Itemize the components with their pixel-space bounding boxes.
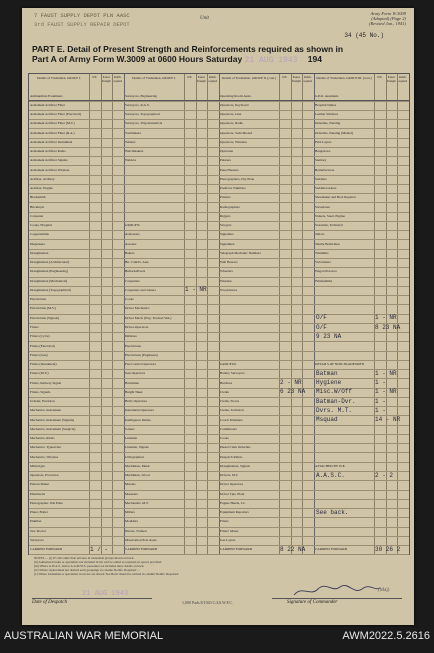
- typed-entry: 1 - NR: [375, 314, 397, 322]
- table-cell-label: Draughtsmen: [30, 250, 49, 255]
- table-cell-label: Artificer, Artillery: [30, 176, 55, 181]
- title-line-1: PART E. Detail of Present Strength and Reinforcements required as shown in: [32, 44, 344, 54]
- typed-entry: O/F: [316, 323, 327, 331]
- table-cell-label: Leather Stitchers: [315, 112, 339, 117]
- table-cell-label: Carpenter: [30, 213, 44, 218]
- table-cell-label: Orderlies, Nursing (Mental): [315, 130, 353, 135]
- rank-note: (Maj): [378, 588, 390, 593]
- table-cell-label: Despatch Riders: [220, 454, 243, 459]
- table-cell-label: Operators, Radio: [220, 121, 244, 126]
- year-label: 194: [307, 54, 322, 64]
- table-cell-label: Nurses, Trained: [125, 528, 147, 533]
- table-cell-label: Lithographers: [125, 454, 145, 459]
- table-cell-label: Mechanics, Wireless: [30, 454, 59, 459]
- note-line: (iv) Where replacement not desired such groupings in column 'Reinfs. Required' ...: [34, 568, 140, 572]
- table-cell-label: Signalmen: [220, 241, 235, 246]
- date-line: [32, 598, 152, 599]
- table-cell-label: Telegraph Mechanic Numbers: [220, 250, 261, 255]
- table-cell-label: Diesel Clerk Orderlies: [220, 445, 251, 450]
- carried-forward-value: 1 / -: [90, 545, 109, 553]
- title-line-2-text: Part A of Army Form W.3009 at 0600 Hours Saturday: [32, 54, 243, 64]
- typed-entry: 9 23 NA: [316, 332, 342, 340]
- table-cell-label: Fitters (Electrical): [30, 343, 55, 348]
- table-cell-label: Bn. Comd's. Asst.: [125, 260, 150, 265]
- table-cell-label: Mechanics, Instrument (Surgical): [30, 426, 76, 431]
- table-cell-label: Watchmakers: [125, 149, 144, 154]
- table-cell-label: Riggers: [220, 213, 231, 218]
- table-cell-label: CARRIED FORWARD: [315, 547, 348, 552]
- table-cell-label: Turners: [125, 139, 136, 144]
- typed-entry: See back.: [316, 508, 349, 516]
- table-cell-label: Driver-Operators: [125, 325, 149, 329]
- table-cell-label: Armament Artificer Radio: [30, 149, 66, 154]
- date-of-despatch-label: Date of Despatch: [32, 600, 67, 605]
- table-cell-label: Welders: [125, 158, 137, 163]
- table-cell-label: Bricklayer: [30, 204, 45, 209]
- archive-caption: AUSTRALIAN WAR MEMORIAL: [4, 630, 164, 642]
- table-cell-label: Driver Tpts. Plant: [220, 491, 245, 496]
- table-cell-label: Fitters: [30, 325, 39, 329]
- table-cell-label: Fitters: [220, 519, 229, 524]
- table-cell-label: Electricians: [30, 297, 47, 302]
- table-cell-label: Draughtsmen, Signals: [220, 463, 250, 468]
- table-cell-label: Clerks, Technical: [220, 408, 244, 413]
- typed-entry: O/F: [316, 314, 327, 322]
- sub-column-header: Posted Strength: [196, 76, 206, 83]
- table-cell-label: Surveyors, Topographical: [125, 112, 160, 117]
- signature-label: Signature of Commander: [287, 600, 338, 605]
- table-cell-label: Saw Doctor: [30, 528, 47, 533]
- table-cell-label: Surveyors, R.A.S.: [125, 102, 150, 107]
- table-cell-label: Drivers, M.T.: [220, 473, 239, 478]
- table-cell-label: Pilot Layers: [315, 139, 332, 144]
- form-sheet: [22, 8, 414, 625]
- table-cell-label: Machinists, Metal: [125, 463, 150, 468]
- table-cell-label: Carpenters and Joiners: [125, 287, 156, 292]
- table-cell-label: Armament Artificer Instrument: [30, 139, 73, 144]
- table-cell-label: Surveyors: [30, 537, 44, 542]
- table-cell-label: Storemen, Technical: [315, 223, 343, 228]
- table-cell-label: Tentile Boilermen: [315, 241, 340, 246]
- column-header: Details of Tradesmen. GROUP I.: [37, 76, 81, 80]
- table-cell-label: Operators, Switchboard: [220, 130, 253, 135]
- date-stamp: 21 AUG 1943: [244, 56, 298, 65]
- sub-column-header: Reinfs. required: [398, 76, 408, 83]
- sub-column-header: W.E.: [92, 76, 98, 79]
- table-cell-label: Photographer, Wet Plate: [30, 500, 63, 505]
- typed-entry: 2 - 2: [375, 471, 394, 479]
- table-cell-label: Clerks: [220, 389, 229, 394]
- table-cell-label: Shoemaker and Boot Repairer: [315, 195, 356, 200]
- carried-forward-value: 30 26 2: [375, 545, 401, 553]
- table-cell-label: Armament Artificer Fitter (M.T.): [30, 121, 75, 126]
- table-cell-label: Coach Trimmers: [220, 417, 243, 422]
- table-cell-label: Linemen, Signals: [125, 445, 149, 450]
- table-cell-label: Boilerbrewers: [315, 167, 335, 172]
- table-cell-label: Equipment Repairers: [220, 510, 249, 515]
- typed-entry: Batman-Dvr.: [316, 397, 356, 405]
- table-cell-label: Operators, Excavator: [30, 473, 59, 478]
- table-cell-label: Stevedores: [315, 204, 330, 209]
- title-line-2: [32, 54, 404, 66]
- table-cell-label: Masseurs: [125, 491, 138, 496]
- column-header: Details of Tradesmen. GROUP II. (cont.): [221, 76, 277, 80]
- table-cell-label: Fitters, Railway Signal: [30, 380, 62, 385]
- table-cell-label: Sawyers: [220, 223, 232, 228]
- table-cell-label: GROUP II.: [125, 223, 141, 228]
- table-cell-label: Linemen: [125, 436, 138, 441]
- table-cell-label: ATTACHED BY W.E.: [315, 463, 346, 468]
- typed-entry: 1 - NR: [185, 286, 207, 294]
- table-cell-label: Photographers, Dry Plate: [220, 176, 255, 181]
- table-cell-label: Printers: [220, 195, 231, 200]
- table-cell-label: Tailors: [315, 232, 325, 237]
- table-cell-label: Fitters' Mates: [220, 528, 239, 533]
- table-cell-label: Draughtsmen (Topographical): [30, 287, 71, 292]
- table-cell-label: Whitesmiths: [315, 278, 333, 283]
- print-reference: 1,000 Pads 8/1943 C/4A W.F.C.: [182, 600, 234, 605]
- typed-entry: Hygiene: [316, 379, 342, 387]
- unit-label: Unit: [200, 16, 209, 21]
- table-cell-label: Painters: [220, 158, 231, 163]
- table-cell-label: Operating Room Assts.: [220, 93, 252, 98]
- table-cell-label: Draughtsmen (Engineering): [30, 269, 68, 274]
- table-cell-label: Wall Bearers: [220, 260, 238, 265]
- table-cell-label: Stokers, Steel, Engine: [315, 213, 345, 218]
- table-cell-label: Plater, Boiler: [30, 510, 48, 515]
- table-cell-label: Fire Control Operators: [125, 362, 156, 367]
- column-header: Details of Tradesmen. GROUP I.: [132, 76, 176, 80]
- table-cell-label: Saddlerworkers: [315, 186, 337, 191]
- table-cell-label: Bakers: [125, 250, 135, 255]
- sub-column-header: W.E.: [282, 76, 288, 79]
- sub-column-header: W.E.: [377, 76, 383, 79]
- form-ref-line: (Revised Jan., 1941): [369, 21, 406, 26]
- table-cell-label: Millwright: [30, 463, 45, 468]
- table-cell-label: Armament Artificer Fitter (R.A.): [30, 130, 75, 135]
- table-cell-label: Millers: [125, 510, 135, 515]
- table-cell-label: Electricians (Engineers): [125, 352, 158, 357]
- table-cell-label: Gun Operators: [125, 371, 146, 376]
- table-cell-label: Cooks: [220, 436, 229, 441]
- table-cell-label: Cooks: [125, 297, 134, 302]
- table-cell-label: Observation Post Assts.: [125, 537, 158, 542]
- table-cell-label: Artificer, Engine: [30, 186, 53, 191]
- table-cell-label: Carpenters: [125, 278, 140, 283]
- table-cell-label: Surveyors, Engineering: [125, 93, 158, 98]
- table-cell-label: Armament Artificer Wireless: [30, 167, 70, 172]
- table-cell-label: Hatchmen: [125, 380, 139, 385]
- table-cell-label: Saddlers: [315, 176, 327, 181]
- table-cell-label: Mechanics, Instrument (Signals): [30, 417, 75, 422]
- table-cell-label: Bungalows: [315, 149, 331, 154]
- table-cell-label: Battery Surveyors: [220, 371, 245, 376]
- table-cell-label: Joiners: [125, 426, 135, 431]
- table-cell-label: Driver Mechanics: [125, 306, 150, 311]
- table-cell-label: DETAILS OF NON-TRADESMEN: [315, 362, 365, 367]
- typed-entry: 1 -: [375, 397, 386, 405]
- table-cell-label: Plumber: [30, 519, 42, 524]
- typed-entry: 1 -: [375, 406, 386, 414]
- sub-column-header: Posted Strength: [101, 76, 111, 83]
- strength-table: [28, 73, 410, 555]
- table-cell-label: Driver Operators: [220, 482, 244, 487]
- table-cell-label: Ascenes: [125, 241, 137, 246]
- form-ref-line: (Adapted) (Page 2): [371, 16, 406, 21]
- table-cell-label: Electricians (Signals): [30, 315, 60, 320]
- table-cell-label: Wagon Erectors: [315, 269, 337, 274]
- table-cell-label: Orderlies, Nursing: [315, 121, 341, 126]
- table-cell-label: Woodcutters: [220, 287, 238, 292]
- table-cell-label: CARRIED FORWARD: [220, 547, 253, 552]
- typed-entry: Dvrs. M.T.: [316, 406, 353, 414]
- table-cell-label: Surveyors, Trigonometrical: [125, 121, 163, 126]
- typed-entry: 1 - NR: [375, 388, 397, 396]
- table-cell-label: Pharmacist: [30, 491, 46, 496]
- form-notes: [34, 556, 334, 576]
- table-cell-label: Wireless: [220, 278, 232, 283]
- table-cell-label: Armament Artificer Fitter: [30, 102, 66, 107]
- typed-entry: 14 - NR: [375, 416, 401, 424]
- sub-column-header: Reinfs. required: [303, 76, 313, 83]
- note-line: (v) Where tradesmen or specialists in excess are shown 'See Back' should be written in column 'Reinfs. Required'.: [34, 572, 180, 576]
- sub-column-header: Posted Strength: [291, 76, 301, 83]
- table-cell-label: Hospital Duties: [315, 102, 337, 107]
- table-cell-label: Tinsmiths: [315, 250, 329, 255]
- signature-line: [272, 598, 402, 599]
- table-cell-label: Draughtsmen (Mechanical): [30, 278, 68, 283]
- typed-entry: 1 - NR: [375, 369, 397, 377]
- table-cell-label: Predictor Numbers: [220, 186, 246, 191]
- table-cell-label: Draughtsmen (Architectural): [30, 260, 70, 265]
- table-cell-label: Driver Mech. (Eng. Tracked Veh.): [125, 315, 172, 320]
- table-cell-label: Armament Artificer Signals: [30, 158, 68, 163]
- table-cell-label: Commissars: [220, 426, 237, 431]
- form-number: 34 (45 No.): [344, 32, 384, 39]
- note-line: (iii) Where A.W.A.S. and/or A.A.M.W.S. personnel are included show details on back.: [34, 564, 145, 568]
- table-cell-label: Pattern Maker: [30, 482, 50, 487]
- table-cell-label: Operators, Line: [220, 112, 242, 117]
- table-cell-label: Fitters (Gun): [30, 352, 48, 357]
- archive-reference: AWM2022.5.2616: [342, 630, 430, 642]
- table-cell-label: Armourers: [125, 232, 140, 237]
- table-cell-label: Blacksmith: [30, 195, 46, 200]
- table-cell-label: CARRIED FORWARD: [125, 547, 158, 552]
- note-line: (ii) Authorised trades or specialists not included in list will be added as required on spaces provided.: [34, 560, 162, 564]
- table-cell-label: Fitters, Signals: [30, 389, 51, 394]
- table-cell-label: Signallers: [220, 232, 234, 237]
- unit-stamp-secondary: 3rd FAUST SUPPLY REPAIR DEPOT: [34, 21, 130, 28]
- table-cell-label: Dmtkres: [125, 334, 137, 339]
- table-cell-label: Sanitary: [315, 158, 327, 163]
- table-cell-label: Fitters (M.V.): [30, 371, 49, 376]
- commander-signature: [292, 583, 382, 599]
- typed-entry: Msquad: [316, 416, 338, 424]
- table-cell-label: Mechanics, Typewriter: [30, 445, 62, 450]
- table-cell-label: Wheelers: [220, 269, 233, 274]
- despatch-date-stamp: 21 AUG 1943: [82, 590, 129, 598]
- table-cell-label: Engine Hands, I.C.: [220, 500, 246, 505]
- typed-entry: Batman: [316, 369, 338, 377]
- table-cell-label: Fitters (Instrument): [30, 362, 57, 367]
- carried-forward-value: 8 22 NA: [280, 545, 306, 553]
- table-cell-label: Electricians (M.V.): [30, 306, 56, 311]
- table-cell-label: CARRIED FORWARD: [30, 547, 63, 552]
- table-cell-label: Instrument Operators: [125, 408, 154, 413]
- sub-column-header: Posted Strength: [386, 76, 396, 83]
- table-cell-label: G.P.O. Assistants: [315, 93, 339, 98]
- table-cell-label: Moulders: [125, 519, 138, 524]
- typed-entry: 2 - NR: [280, 379, 302, 387]
- table-cell-label: Electricians: [125, 343, 142, 348]
- form-title: [32, 44, 404, 66]
- table-cell-label: Toolmakers: [125, 130, 141, 135]
- table-cell-label: Radiographers: [220, 204, 240, 209]
- sub-column-header: Reinfs. required: [113, 76, 123, 83]
- table-cell-label: Fitters (Cycle): [30, 334, 50, 339]
- table-cell-label: Grinder, Precision: [30, 399, 55, 404]
- table-cell-label: Intelligence Duties: [125, 417, 151, 422]
- table-cell-label: Dispensers: [30, 241, 45, 246]
- table-cell-label: Butchers: [220, 380, 233, 385]
- table-cell-label: Panel Beaters: [220, 167, 239, 172]
- typed-entry: 6 23 NA: [280, 388, 306, 396]
- typed-entry: A.A.S.C.: [316, 471, 345, 479]
- table-cell-label: Gas Layers: [220, 537, 236, 542]
- table-cell-label: Masons: [125, 482, 136, 487]
- table-cell-label: Operators, Wireless: [220, 139, 247, 144]
- table-cell-label: Machinists, Wood: [125, 473, 150, 478]
- unit-stamp: 7 FAUST SUPPLY DEPOT PLN AASC: [34, 12, 130, 19]
- typed-entry: 8 23 NA: [375, 323, 401, 331]
- table-cell-label: Opticians: [220, 149, 233, 154]
- column-header: Details of Tradesmen. GROUP III. (cont.): [316, 76, 372, 80]
- table-cell-label: Height Taker: [125, 389, 143, 394]
- table-cell-label: Mechanics, Radio: [30, 436, 55, 441]
- table-cell-label: Cooks, Hospital: [30, 223, 52, 228]
- table-cell-label: Mechanists, M.T.: [125, 500, 149, 505]
- typed-entry: 1 -: [375, 379, 386, 387]
- table-cell-label: Vulcanisers: [315, 260, 331, 265]
- table-cell-label: Coppersmiths: [30, 232, 49, 237]
- note-line: NOTES.— (i) W cells other than privates in tradesman groups shown on back.: [34, 556, 135, 560]
- typed-entry: Misc.W/Off: [316, 388, 353, 396]
- table-cell-label: Mechanics, Instrument: [30, 408, 62, 413]
- table-cell-label: Operators, Keyboard: [220, 102, 249, 107]
- sub-column-header: W.E.: [187, 76, 193, 79]
- form-ref-line: Army Form W.3009: [370, 11, 406, 16]
- table-cell-label: Armament Artificer Fitter (Electrical): [30, 112, 82, 117]
- table-cell-label: Holly Operators: [125, 399, 147, 404]
- form-reference: [369, 11, 406, 26]
- table-cell-label: Ammunition Examiners: [30, 93, 63, 98]
- table-cell-label: Bullockdrivers: [125, 269, 146, 274]
- table-cell-label: GROUP III.: [220, 362, 237, 367]
- sub-column-header: Reinfs. required: [208, 76, 218, 83]
- table-cell-label: Clerks, Stores: [220, 399, 240, 404]
